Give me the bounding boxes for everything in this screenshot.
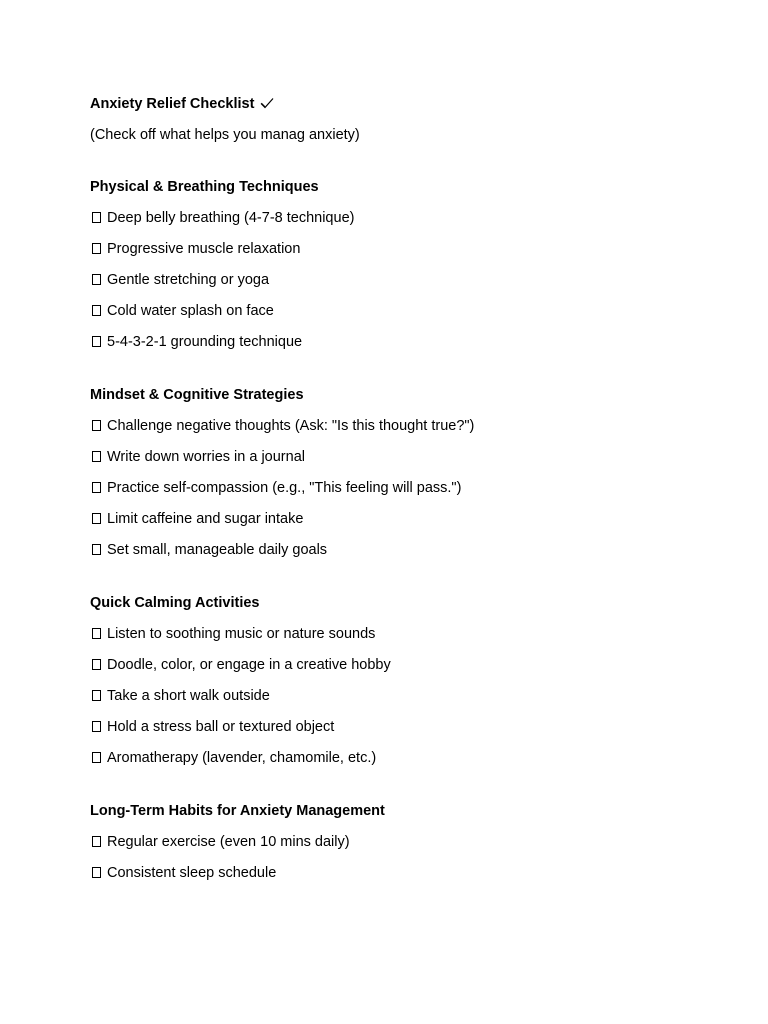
item-label: Cold water splash on face	[107, 303, 274, 319]
section-mindset-cognitive	[90, 384, 730, 561]
checkmark-icon	[260, 97, 274, 109]
checklist-item[interactable]	[90, 716, 730, 738]
item-label: Gentle stretching or yoga	[107, 272, 270, 288]
document-page	[90, 93, 730, 884]
section-quick-calming	[90, 592, 730, 769]
item-label: Doodle, color, or engage in a creative hobby	[107, 657, 391, 673]
item-label: Write down worries in a journal	[107, 449, 305, 465]
checkbox-icon[interactable]	[92, 721, 101, 732]
item-label: Consistent sleep schedule	[107, 865, 277, 881]
checkbox-icon[interactable]	[92, 836, 101, 847]
checkbox-icon[interactable]	[92, 336, 101, 347]
section-heading: Mindset & Cognitive Strategies	[90, 387, 304, 403]
section-physical-breathing	[90, 176, 730, 353]
checkbox-icon[interactable]	[92, 628, 101, 639]
checkbox-icon[interactable]	[92, 482, 101, 493]
checklist-item[interactable]	[90, 300, 730, 322]
item-label: Challenge negative thoughts (Ask: "Is this thought true?")	[107, 418, 475, 434]
checklist-item[interactable]	[90, 654, 730, 676]
checkbox-icon[interactable]	[92, 659, 101, 670]
item-label: Set small, manageable daily goals	[107, 542, 328, 558]
checklist-item[interactable]	[90, 685, 730, 707]
checklist-item[interactable]	[90, 623, 730, 645]
item-label: Aromatherapy (lavender, chamomile, etc.)	[107, 750, 377, 766]
checkbox-icon[interactable]	[92, 752, 101, 763]
page-subtitle: (Check off what helps you manag anxiety)	[90, 127, 360, 143]
checkbox-icon[interactable]	[92, 690, 101, 701]
item-label: Regular exercise (even 10 mins daily)	[107, 834, 350, 850]
section-heading: Quick Calming Activities	[90, 595, 260, 611]
page-title-row	[90, 93, 730, 115]
checkbox-icon[interactable]	[92, 305, 101, 316]
checkbox-icon[interactable]	[92, 513, 101, 524]
checkbox-icon[interactable]	[92, 274, 101, 285]
checkbox-icon[interactable]	[92, 451, 101, 462]
checklist-item[interactable]	[90, 508, 730, 530]
checklist-item[interactable]	[90, 415, 730, 437]
checkbox-icon[interactable]	[92, 243, 101, 254]
checklist-item[interactable]	[90, 477, 730, 499]
checklist-item[interactable]	[90, 539, 730, 561]
checklist-item[interactable]	[90, 862, 730, 884]
item-label: 5-4-3-2-1 grounding technique	[107, 334, 303, 350]
item-label: Progressive muscle relaxation	[107, 241, 301, 257]
section-heading: Physical & Breathing Techniques	[90, 179, 319, 195]
item-label: Limit caffeine and sugar intake	[107, 511, 304, 527]
checkbox-icon[interactable]	[92, 420, 101, 431]
checkbox-icon[interactable]	[92, 867, 101, 878]
checklist-item[interactable]	[90, 207, 730, 229]
checklist-item[interactable]	[90, 269, 730, 291]
item-label: Practice self-compassion (e.g., "This feeling will pass.")	[107, 480, 462, 496]
checklist-item[interactable]	[90, 331, 730, 353]
item-label: Hold a stress ball or textured object	[107, 719, 335, 735]
section-heading: Long-Term Habits for Anxiety Management	[90, 803, 385, 819]
item-label: Listen to soothing music or nature sounds	[107, 626, 376, 642]
page-title: Anxiety Relief Checklist	[90, 96, 255, 112]
checklist-item[interactable]	[90, 831, 730, 853]
checkbox-icon[interactable]	[92, 212, 101, 223]
item-label: Take a short walk outside	[107, 688, 270, 704]
checklist-item[interactable]	[90, 747, 730, 769]
item-label: Deep belly breathing (4-7-8 technique)	[107, 210, 355, 226]
checklist-item[interactable]	[90, 238, 730, 260]
checklist-item[interactable]	[90, 446, 730, 468]
section-long-term-habits	[90, 800, 730, 884]
checkbox-icon[interactable]	[92, 544, 101, 555]
